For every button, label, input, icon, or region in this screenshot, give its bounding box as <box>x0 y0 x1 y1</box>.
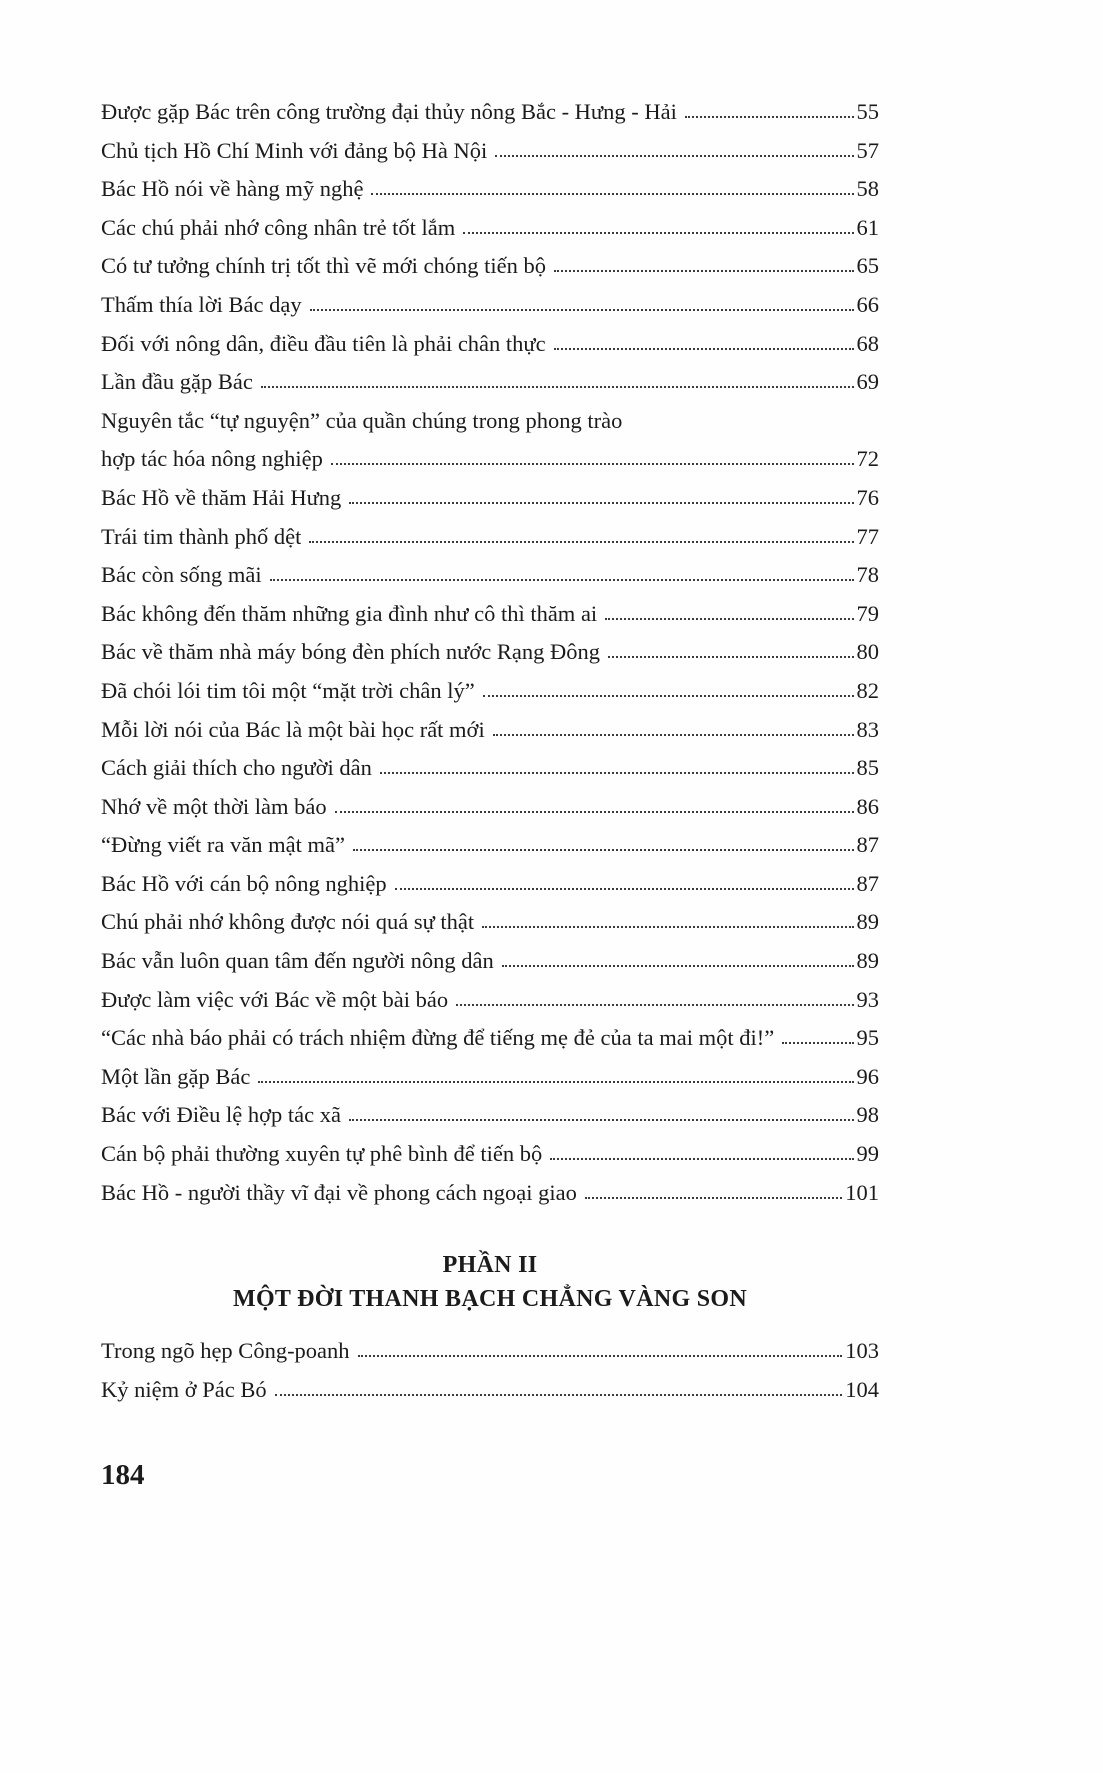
toc-entry-page: 87 <box>856 832 879 858</box>
dot-leader <box>349 1119 854 1121</box>
section-heading <box>101 1248 879 1316</box>
toc-entry-title: Bác Hồ về thăm Hải Hưng <box>101 484 342 510</box>
toc-entry-page: 87 <box>856 870 879 896</box>
dot-leader <box>395 888 854 890</box>
toc-entry-row <box>101 672 879 711</box>
toc-entry-row <box>101 1019 879 1058</box>
toc-entry-row <box>101 518 879 557</box>
toc-entry-title: Kỷ niệm ở Pác Bó <box>101 1376 267 1402</box>
toc-entry-title: “Các nhà báo phải có trách nhiệm đừng để tiếng mẹ đẻ của ta mai một đi!” <box>101 1025 775 1051</box>
toc-entry-title: Nguyên tắc “tự nguyện” của quần chúng trong phong trào <box>101 407 623 433</box>
dot-leader <box>270 579 854 581</box>
toc-entry-title: Chú phải nhớ không được nói quá sự thật <box>101 909 475 935</box>
toc-entry-page: 86 <box>856 793 879 819</box>
toc-entry-row <box>101 865 879 904</box>
dot-leader <box>349 502 853 504</box>
toc-part1-list <box>101 93 879 1212</box>
toc-entry-row <box>101 749 879 788</box>
dot-leader <box>463 232 853 234</box>
dot-leader <box>554 348 854 350</box>
toc-entry-row <box>101 1135 879 1174</box>
toc-entry-title: Có tư tưởng chính trị tốt thì vẽ mới chóng tiến bộ <box>101 253 547 279</box>
toc-entry-row <box>101 325 879 364</box>
dot-leader <box>335 811 854 813</box>
toc-entry-row <box>101 286 879 325</box>
toc-entry-page: 89 <box>856 948 879 974</box>
toc-entry-row <box>101 903 879 942</box>
toc-content <box>101 93 879 1492</box>
dot-leader <box>258 1081 853 1083</box>
toc-entry-row <box>101 209 879 248</box>
toc-entry-page: 96 <box>856 1063 879 1089</box>
toc-entry-row <box>101 1332 879 1371</box>
toc-entry-row <box>101 1096 879 1135</box>
dot-leader <box>309 541 853 543</box>
toc-entry-title: Bác với Điều lệ hợp tác xã <box>101 1102 341 1128</box>
toc-entry-title: Thấm thía lời Bác dạy <box>101 291 302 317</box>
toc-entry-row <box>101 170 879 209</box>
toc-entry-title: Bác còn sống mãi <box>101 562 262 588</box>
toc-entry-title: Bác Hồ nói về hàng mỹ nghệ <box>101 176 364 202</box>
toc-entry-row <box>101 1174 879 1213</box>
dot-leader <box>310 309 854 311</box>
dot-leader <box>608 656 854 658</box>
dot-leader <box>380 772 854 774</box>
toc-entry-page: 58 <box>856 176 879 202</box>
toc-part2-list <box>101 1332 879 1409</box>
toc-entry-title: Đã chói lói tim tôi một “mặt trời chân lý” <box>101 677 475 703</box>
toc-entry-title: Bác vẫn luôn quan tâm đến người nông dân <box>101 948 494 974</box>
toc-entry-page: 85 <box>856 755 879 781</box>
toc-entry-page: 103 <box>845 1338 879 1364</box>
toc-entry-row <box>101 440 879 479</box>
toc-entry-title: Cách giải thích cho người dân <box>101 755 372 781</box>
page-number: 184 <box>101 1459 145 1492</box>
toc-entry-row <box>101 132 879 171</box>
toc-entry-page: 95 <box>856 1025 879 1051</box>
toc-entry-page: 69 <box>856 369 879 395</box>
toc-entry-row <box>101 633 879 672</box>
toc-entry-row <box>101 1058 879 1097</box>
dot-leader <box>482 926 853 928</box>
toc-entry-title: Các chú phải nhớ công nhân trẻ tốt lắm <box>101 214 456 240</box>
toc-entry-title: Trong ngõ hẹp Công-poanh <box>101 1338 350 1364</box>
dot-leader <box>685 116 854 118</box>
toc-entry-page: 57 <box>856 137 879 163</box>
toc-entry-page: 79 <box>856 600 879 626</box>
dot-leader <box>456 1004 853 1006</box>
toc-entry-row <box>101 247 879 286</box>
dot-leader <box>353 849 854 851</box>
toc-entry-title: “Đừng viết ra văn mật mã” <box>101 832 345 858</box>
toc-entry-row <box>101 93 879 132</box>
toc-entry-page: 65 <box>856 253 879 279</box>
toc-entry-page: 61 <box>856 214 879 240</box>
dot-leader <box>483 695 854 697</box>
toc-entry-title: Mỗi lời nói của Bác là một bài học rất mới <box>101 716 485 742</box>
toc-entry-page: 72 <box>856 446 879 472</box>
section-heading-title: MỘT ĐỜI THANH BẠCH CHẲNG VÀNG SON <box>233 1286 747 1313</box>
toc-entry-row <box>101 942 879 981</box>
toc-entry-title: Được làm việc với Bác về một bài báo <box>101 986 449 1012</box>
toc-entry-title: Bác Hồ - người thầy vĩ đại về phong cách ngoại giao <box>101 1179 577 1205</box>
toc-entry-row <box>101 788 879 827</box>
toc-entry-page: 55 <box>856 99 879 124</box>
toc-entry-title: Nhớ về một thời làm báo <box>101 793 327 819</box>
toc-entry-title: Bác không đến thăm những gia đình như cô thì thăm ai <box>101 600 598 626</box>
toc-entry-page: 66 <box>856 291 879 317</box>
toc-entry-title: hợp tác hóa nông nghiệp <box>101 446 323 472</box>
toc-entry-title: Đối với nông dân, điều đầu tiên là phải chân thực <box>101 330 546 356</box>
toc-entry-page: 98 <box>856 1102 879 1128</box>
toc-entry-page: 82 <box>856 677 879 703</box>
toc-entry-page: 78 <box>856 562 879 588</box>
toc-entry-row <box>101 595 879 634</box>
toc-entry-title: Trái tim thành phố dệt <box>101 523 302 549</box>
dot-leader <box>331 463 854 465</box>
dot-leader <box>358 1355 843 1357</box>
dot-leader <box>550 1158 853 1160</box>
toc-entry-page: 77 <box>856 523 879 549</box>
dot-leader <box>605 618 853 620</box>
dot-leader <box>275 1394 843 1396</box>
section-heading-part-label: PHẦN II <box>442 1252 538 1279</box>
toc-entry-title: Bác về thăm nhà máy bóng đèn phích nước Rạng Đông <box>101 639 600 665</box>
toc-entry-page: 89 <box>856 909 879 935</box>
toc-entry-page: 104 <box>845 1376 879 1402</box>
dot-leader <box>493 734 854 736</box>
toc-entry-page: 68 <box>856 330 879 356</box>
toc-entry-title: Một lần gặp Bác <box>101 1063 251 1089</box>
toc-entry-page: 80 <box>856 639 879 665</box>
toc-entry-title: Được gặp Bác trên công trường đại thủy nông Bắc - Hưng - Hải <box>101 99 677 124</box>
toc-entry-page: 83 <box>856 716 879 742</box>
toc-entry-row <box>101 711 879 750</box>
toc-entry-page: 99 <box>856 1141 879 1167</box>
toc-entry-row <box>101 1371 879 1410</box>
toc-entry-page: 101 <box>845 1179 879 1205</box>
toc-entry-title: Cán bộ phải thường xuyên tự phê bình để tiến bộ <box>101 1141 543 1167</box>
toc-entry-title: Chủ tịch Hồ Chí Minh với đảng bộ Hà Nội <box>101 137 488 163</box>
toc-entry-title: Lần đầu gặp Bác <box>101 369 253 395</box>
dot-leader <box>495 155 853 157</box>
dot-leader <box>371 193 853 195</box>
toc-entry-page: 76 <box>856 484 879 510</box>
toc-entry-title: Bác Hồ với cán bộ nông nghiệp <box>101 870 387 896</box>
dot-leader <box>502 965 854 967</box>
toc-entry-row <box>101 402 879 441</box>
dot-leader <box>782 1042 853 1044</box>
toc-entry-page: 93 <box>856 986 879 1012</box>
dot-leader <box>585 1197 842 1199</box>
toc-entry-row <box>101 556 879 595</box>
dot-leader <box>554 270 853 272</box>
dot-leader <box>261 386 854 388</box>
toc-entry-row <box>101 363 879 402</box>
toc-entry-row <box>101 981 879 1020</box>
toc-entry-row <box>101 826 879 865</box>
toc-entry-row <box>101 479 879 518</box>
